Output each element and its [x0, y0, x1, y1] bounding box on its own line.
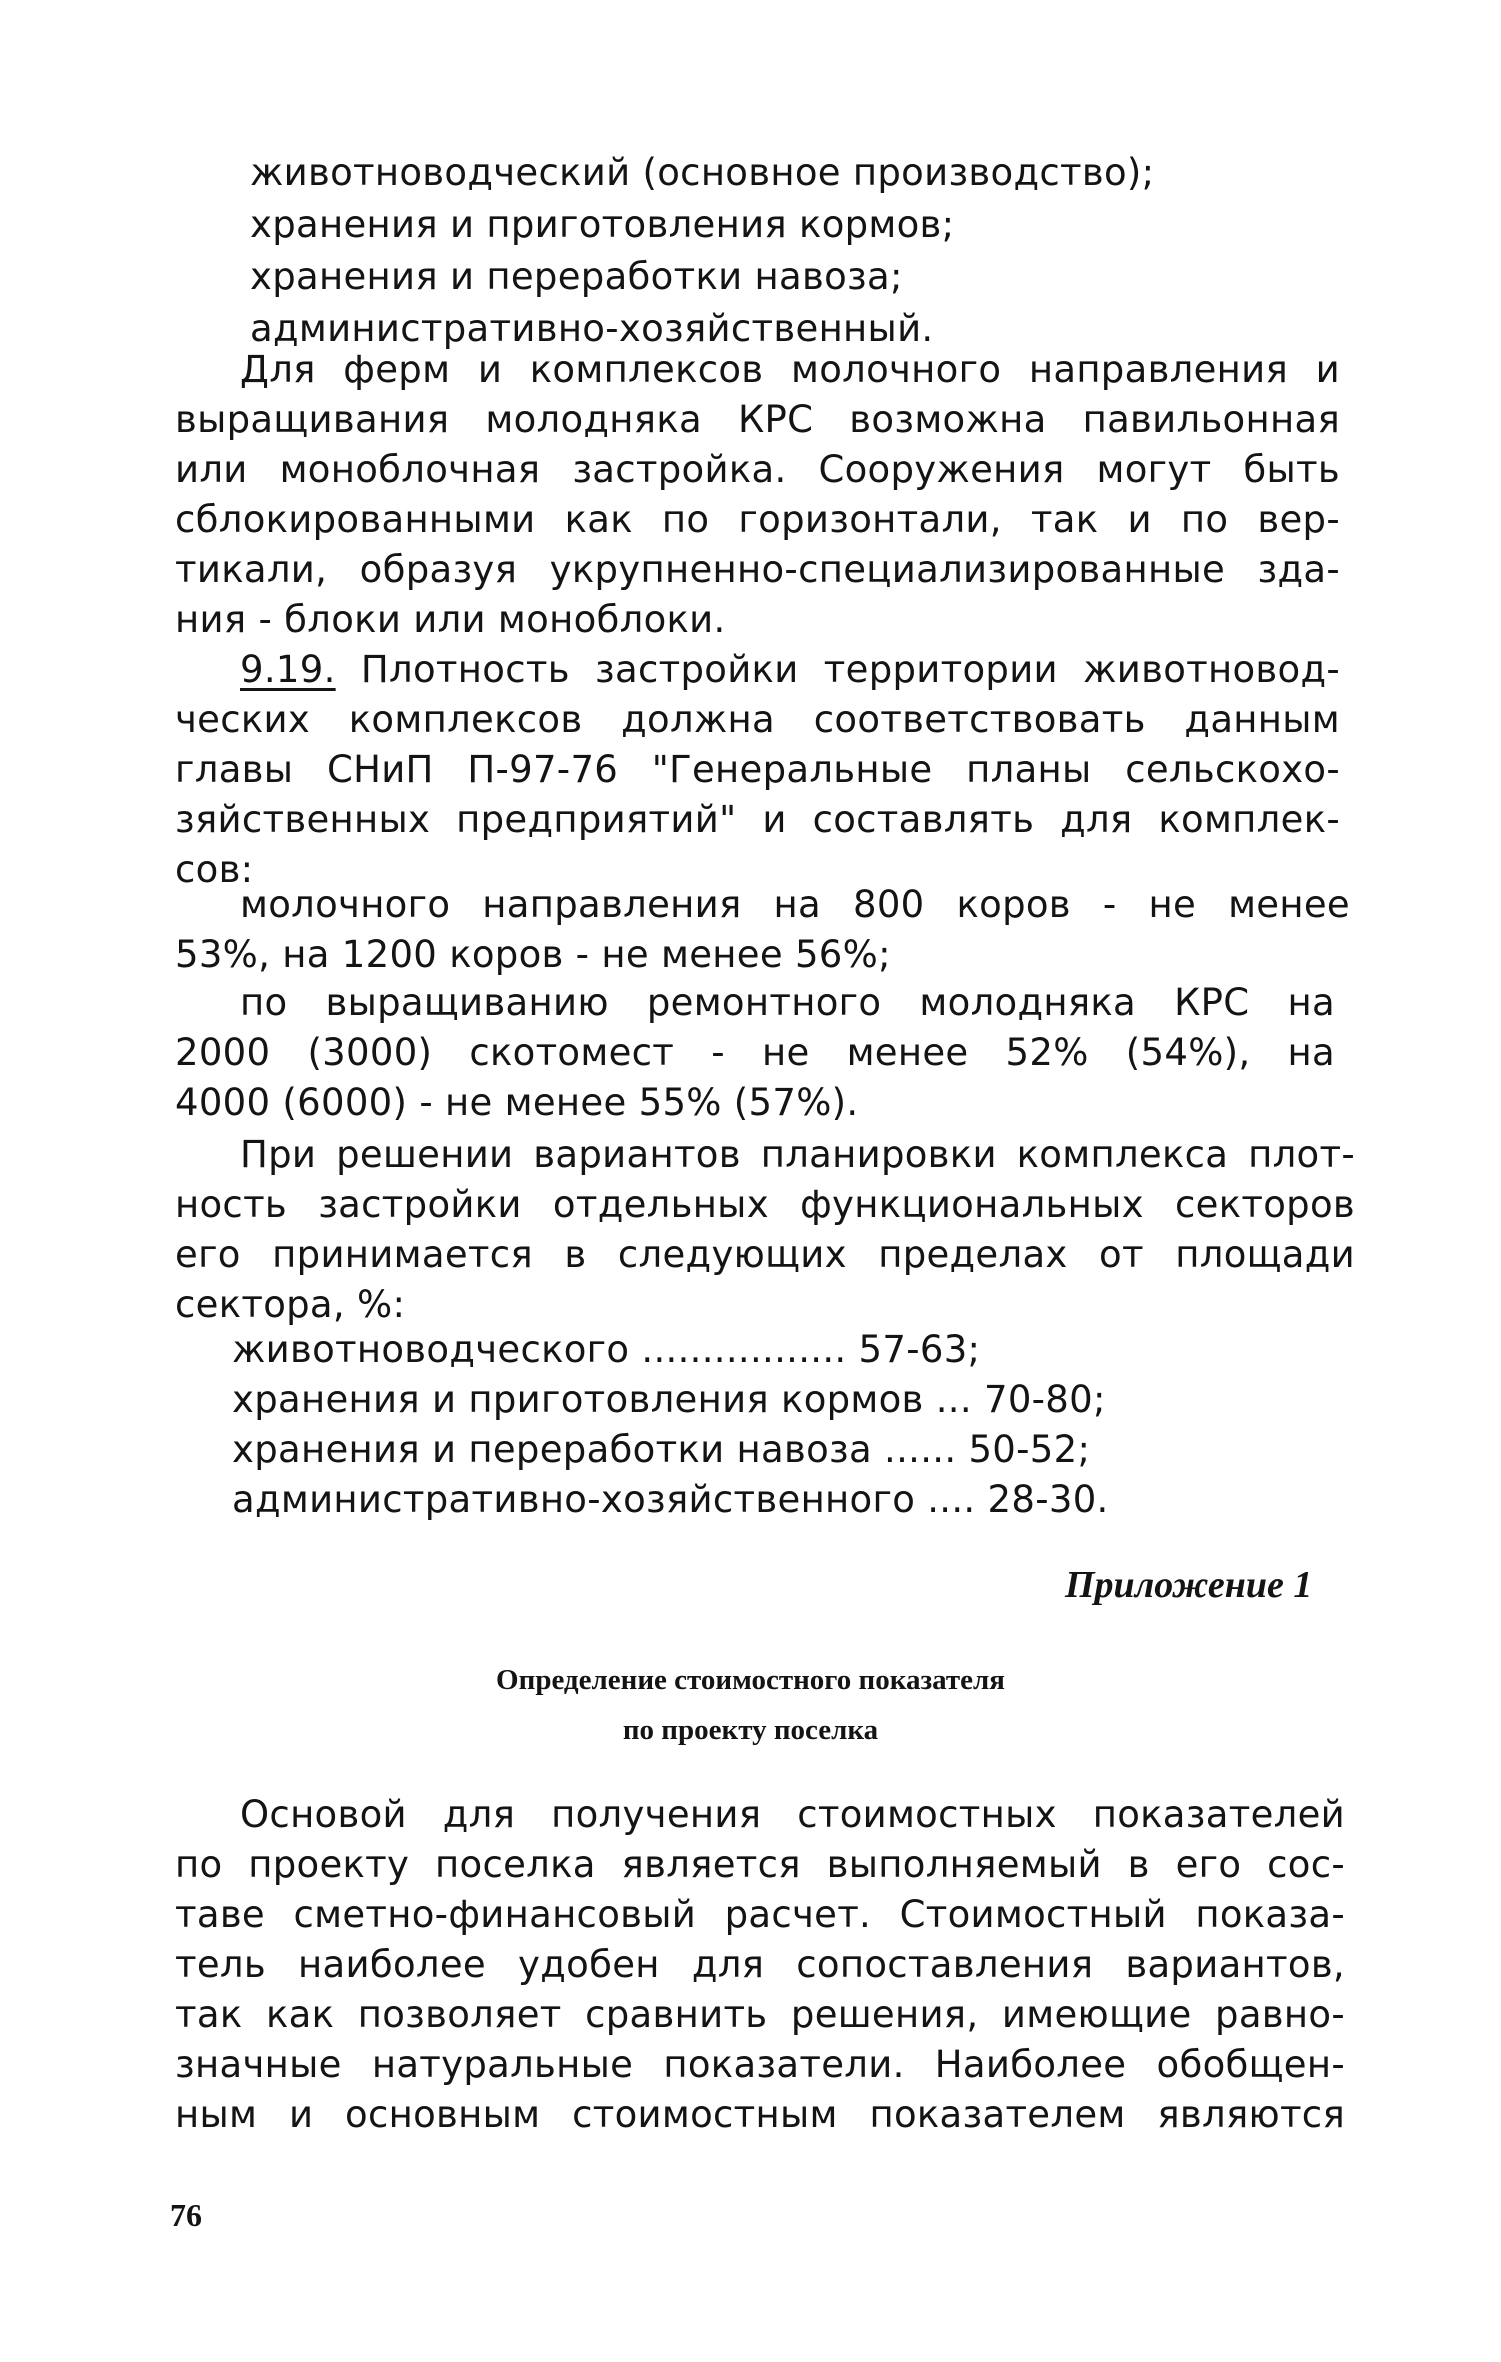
- paragraph-line: молочного направления на 800 коров - не менее: [240, 883, 1350, 926]
- paragraph-line: ность застройки отдельных функциональных секторов: [175, 1183, 1355, 1226]
- paragraph-line: так как позволяет сравнить решения, имеющие равно-: [175, 1993, 1345, 2036]
- list-item: хранения и приготовления кормов;: [250, 203, 955, 246]
- paragraph-line: или моноблочная застройка. Сооружения могут быть: [175, 448, 1340, 491]
- paragraph-line: зяйственных предприятий" и составлять для комплек-: [175, 798, 1340, 841]
- appendix-title: Определение стоимостного показателя: [496, 1664, 1005, 1696]
- paragraph-line: 4000 (6000) - не менее 55% (57%).: [175, 1081, 859, 1124]
- paragraph-line: ческих комплексов должна соответствовать данным: [175, 698, 1340, 741]
- paragraph-line: по выращиванию ремонтного молодняка КРС на: [240, 981, 1335, 1024]
- section-number: 9.19.: [240, 648, 336, 691]
- section-first-line: [240, 645, 1340, 695]
- sector-row: административно-хозяйственного .... 28-30.: [232, 1478, 1109, 1521]
- paragraph-line: сблокированными как по горизонтали, так и по вер-: [175, 498, 1340, 541]
- list-item: административно-хозяйственный.: [250, 307, 934, 350]
- paragraph-line: его принимается в следующих пределах от площади: [175, 1233, 1355, 1276]
- paragraph-line: ния - блоки или моноблоки.: [175, 598, 726, 641]
- paragraph-line: тикали, образуя укрупненно-специализированные зда-: [175, 548, 1340, 591]
- paragraph-line: значные натуральные показатели. Наиболее обобщен-: [175, 2043, 1345, 2086]
- sector-row: животноводческого ................. 57-63;: [232, 1328, 981, 1371]
- sector-row: хранения и переработки навоза ...... 50-52;: [232, 1428, 1091, 1471]
- sector-row: хранения и приготовления кормов ... 70-80;: [232, 1378, 1106, 1421]
- list-item: хранения и переработки навоза;: [250, 255, 903, 298]
- paragraph-line: главы СНиП П-97-76 "Генеральные планы сельскохо-: [175, 748, 1340, 791]
- paragraph-line: тель наиболее удобен для сопоставления вариантов,: [175, 1943, 1345, 1986]
- paragraph-line: 53%, на 1200 коров - не менее 56%;: [175, 933, 891, 976]
- paragraph-line: таве сметно-финансовый расчет. Стоимостный показа-: [175, 1893, 1345, 1936]
- appendix-title: по проекту поселка: [622, 1714, 879, 1746]
- paragraph-line: 2000 (3000) скотомест - не менее 52% (54%), на: [175, 1031, 1335, 1074]
- paragraph-line: сектора, %:: [175, 1283, 406, 1326]
- paragraph-line: выращивания молодняка КРС возможна павильонная: [175, 398, 1340, 441]
- appendix-label: Приложение 1: [1065, 1564, 1313, 1606]
- list-item: животноводческий (основное производство);: [250, 151, 1155, 194]
- paragraph-line: Для ферм и комплексов молочного направления и: [240, 348, 1340, 391]
- page-number: 76: [170, 2197, 202, 2233]
- section-first-line-text: Плотность застройки территории животновод-: [360, 648, 1341, 691]
- paragraph-line: Основой для получения стоимостных показателей: [240, 1793, 1345, 1836]
- paragraph-line: ным и основным стоимостным показателем являются: [175, 2093, 1345, 2136]
- paragraph-line: по проекту поселка является выполняемый в его сос-: [175, 1843, 1345, 1886]
- paragraph-line: При решении вариантов планировки комплекса плот-: [240, 1133, 1355, 1176]
- paragraph-line: сов:: [175, 848, 254, 891]
